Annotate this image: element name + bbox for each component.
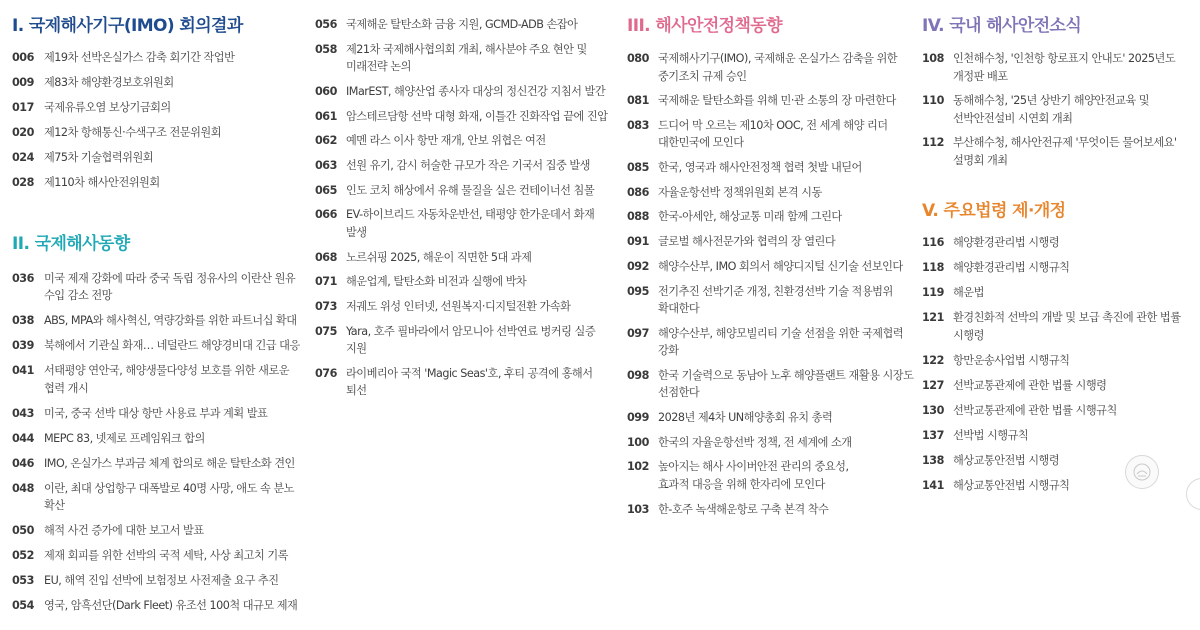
item-title-line: 개정판 배포 bbox=[953, 69, 1008, 83]
page-number: 039 bbox=[12, 339, 34, 352]
item-title-line: 국제해운 탈탄소화 금융 지원, GCMD-ADB 손잡아 bbox=[346, 18, 578, 31]
list-item[interactable] bbox=[922, 234, 1192, 252]
list-item[interactable] bbox=[627, 117, 917, 152]
item-title bbox=[44, 312, 304, 330]
page-number: 052 bbox=[12, 549, 34, 562]
page-number: 050 bbox=[12, 524, 34, 537]
item-title bbox=[953, 402, 1192, 420]
item-title bbox=[953, 50, 1192, 85]
page-number: 080 bbox=[627, 52, 649, 65]
item-title bbox=[346, 182, 612, 200]
list-item[interactable] bbox=[12, 270, 304, 305]
page-number: 038 bbox=[12, 314, 34, 327]
page-number: 095 bbox=[627, 284, 649, 298]
item-title-line: 해상교통안전법 시행규칙 bbox=[953, 478, 1070, 492]
page-number: 043 bbox=[12, 406, 34, 420]
item-title bbox=[658, 50, 917, 85]
list-item[interactable] bbox=[12, 124, 304, 142]
section-4-list bbox=[922, 50, 1192, 169]
item-title bbox=[346, 323, 612, 358]
list-item[interactable] bbox=[315, 206, 612, 241]
list-item[interactable] bbox=[12, 455, 304, 473]
list-item[interactable] bbox=[315, 83, 612, 101]
list-item[interactable] bbox=[12, 99, 304, 117]
list-item[interactable] bbox=[315, 182, 612, 200]
page-number: 097 bbox=[627, 326, 649, 340]
item-title bbox=[44, 522, 304, 540]
item-title-line: 효과적 대응을 위해 한자리에 모인다 bbox=[658, 477, 825, 491]
item-title-line: 미국 제재 강화에 따라 중국 독립 정유사의 이란산 원유 bbox=[44, 271, 296, 285]
item-title-line: 국제유류오염 보상기금회의 bbox=[44, 101, 171, 114]
list-item[interactable] bbox=[627, 409, 917, 427]
item-title bbox=[44, 430, 304, 448]
page-number: 081 bbox=[627, 94, 649, 108]
list-item[interactable] bbox=[315, 365, 612, 400]
item-title-line: 수입 감소 전망 bbox=[44, 289, 112, 302]
item-title-line: 제12차 항해통신·수색구조 전문위원회 bbox=[44, 126, 222, 139]
list-item[interactable] bbox=[12, 49, 304, 67]
item-title-line: 해양수산부, IMO 회의서 해양디지털 신기술 선보인다 bbox=[658, 259, 903, 273]
page-number: 068 bbox=[315, 250, 337, 264]
list-item[interactable] bbox=[627, 501, 917, 519]
item-title-line: 인천해수청, '인천항 항로표지 안내도' 2025년도 bbox=[953, 52, 1176, 65]
item-title-line: 인도 코치 해상에서 유해 물질을 실은 컨테이너선 침몰 bbox=[346, 183, 595, 197]
item-title-line: 퇴선 bbox=[346, 384, 367, 398]
item-title bbox=[658, 283, 917, 318]
section-3-list bbox=[627, 50, 917, 518]
item-title-line: Yara, 호주 필바라에서 암모니아 선박연료 벙커링 실증 bbox=[346, 324, 596, 338]
page-number: 046 bbox=[12, 456, 34, 470]
page-number: 119 bbox=[922, 286, 944, 300]
item-title-line: 국제해사기구(IMO), 국제해운 온실가스 감축을 위한 bbox=[658, 52, 898, 65]
page-number: 006 bbox=[12, 51, 34, 64]
item-title bbox=[658, 458, 917, 493]
page-number: 041 bbox=[12, 364, 34, 377]
page-number: 116 bbox=[922, 236, 944, 250]
emblem-icon bbox=[1125, 455, 1159, 489]
item-title-line: 노르쉬핑 2025, 해운이 직면한 5대 과제 bbox=[346, 250, 532, 264]
item-title bbox=[44, 362, 304, 397]
page-number: 138 bbox=[922, 453, 944, 467]
item-title-line: 해운업계, 탈탄소화 비전과 실행에 박차 bbox=[346, 275, 527, 289]
list-item[interactable] bbox=[922, 92, 1192, 127]
item-title bbox=[346, 132, 612, 150]
item-title-line: ABS, MPA와 해사혁신, 역량강화를 위한 파트너십 확대 bbox=[44, 314, 297, 327]
list-item[interactable] bbox=[12, 597, 304, 615]
list-item[interactable] bbox=[627, 184, 917, 202]
item-title-line: 선박안전설비 시연회 개최 bbox=[953, 111, 1073, 125]
page-number: 118 bbox=[922, 261, 944, 275]
item-title bbox=[44, 480, 304, 515]
item-title-line: 이란, 최대 상업항구 대폭발로 40명 사망, 애도 속 분노 bbox=[44, 481, 294, 495]
item-title bbox=[346, 206, 612, 241]
item-title bbox=[658, 325, 917, 360]
item-title bbox=[658, 434, 917, 452]
item-title-line: 환경친화적 선박의 개발 및 보급 촉진에 관한 법률 bbox=[953, 311, 1181, 325]
list-item[interactable] bbox=[315, 132, 612, 150]
item-title bbox=[953, 234, 1192, 252]
section-4-title: IV. 국내 해사안전소식 bbox=[922, 16, 1082, 36]
item-title bbox=[953, 352, 1192, 370]
list-item[interactable] bbox=[12, 572, 304, 590]
item-title-line: 동해해수청, '25년 상반기 해양안전교육 및 bbox=[953, 94, 1150, 108]
item-title bbox=[44, 270, 304, 305]
page-number: 102 bbox=[627, 460, 649, 474]
list-item[interactable] bbox=[922, 134, 1192, 169]
item-title bbox=[44, 572, 304, 590]
page-number: 091 bbox=[627, 235, 649, 249]
page-number: 028 bbox=[12, 176, 34, 189]
item-title bbox=[658, 367, 917, 402]
item-title-line: 한국, 영국과 해사안전정책 협력 첫발 내딛어 bbox=[658, 161, 862, 175]
item-title bbox=[44, 405, 304, 423]
list-item[interactable] bbox=[315, 249, 612, 267]
list-item[interactable] bbox=[315, 16, 612, 34]
item-title-line: 선박교통관제에 관한 법률 시행규칙 bbox=[953, 403, 1117, 417]
item-title-line: EV-하이브리드 자동차운반선, 태평양 한가운데서 화재 bbox=[346, 208, 595, 222]
item-title bbox=[658, 233, 917, 251]
page-number: 066 bbox=[315, 208, 337, 222]
item-title-line: 2028년 제4차 UN해양총회 유치 총력 bbox=[658, 411, 833, 425]
item-title bbox=[44, 149, 304, 167]
page-number: 036 bbox=[12, 271, 34, 285]
list-item[interactable] bbox=[315, 273, 612, 291]
item-title-line: 협력 개시 bbox=[44, 381, 89, 395]
item-title-line: 해양환경관리법 시행규칙 bbox=[953, 261, 1070, 275]
item-title bbox=[346, 298, 612, 316]
item-title-line: 해양환경관리법 시행령 bbox=[953, 236, 1060, 250]
column-2 bbox=[315, 0, 612, 407]
item-title bbox=[44, 49, 304, 67]
list-item[interactable] bbox=[627, 208, 917, 226]
page-number: 110 bbox=[922, 94, 944, 108]
item-title-line: 해운법 bbox=[953, 286, 984, 300]
list-item[interactable] bbox=[922, 377, 1192, 395]
page-number: 086 bbox=[627, 185, 649, 199]
item-title-line: 제19차 선박온실가스 감축 회기간 작업반 bbox=[44, 51, 235, 64]
item-title bbox=[44, 74, 304, 92]
item-title bbox=[44, 174, 304, 192]
section-2-title: II. 국제해사동향 bbox=[12, 233, 130, 254]
item-title-line: 시행령 bbox=[953, 328, 984, 342]
item-title-line: 한-호주 녹색해운항로 구축 본격 착수 bbox=[658, 502, 829, 516]
item-title-line: 해상교통안전법 시행령 bbox=[953, 453, 1060, 467]
item-title bbox=[953, 134, 1192, 169]
item-title bbox=[658, 92, 917, 110]
item-title-line: 글로벌 해사전문가와 협력의 장 열린다 bbox=[658, 235, 836, 249]
item-title-line: 제재 회피를 위한 선박의 국적 세탁, 사상 최고치 기록 bbox=[44, 549, 288, 562]
page-number: 009 bbox=[12, 76, 34, 89]
item-title-line: 라이베리아 국적 'Magic Seas'호, 후티 공격에 홍해서 bbox=[346, 366, 593, 380]
item-title-line: 확대한다 bbox=[658, 302, 700, 315]
item-title-line: 서태평양 연안국, 해양생물다양성 보호를 위한 새로운 bbox=[44, 364, 290, 377]
page-number: 024 bbox=[12, 151, 34, 164]
item-title bbox=[346, 273, 612, 291]
item-title-line: 중기조치 규제 승인 bbox=[658, 69, 747, 83]
item-title-line: 제75차 기술협력위원회 bbox=[44, 151, 154, 164]
page-number: 054 bbox=[12, 599, 34, 612]
page-number: 083 bbox=[627, 118, 649, 132]
item-title-line: IMarEST, 해양산업 종사자 대상의 정신건강 지침서 발간 bbox=[346, 84, 606, 98]
item-title-line: 설명회 개최 bbox=[953, 153, 1008, 167]
section-2-list-part-1 bbox=[12, 270, 304, 615]
list-item[interactable] bbox=[922, 402, 1192, 420]
list-item[interactable] bbox=[315, 298, 612, 316]
item-title bbox=[346, 157, 612, 175]
item-title bbox=[953, 92, 1192, 127]
list-item[interactable] bbox=[922, 50, 1192, 85]
item-title-line: 항만운송사업법 시행규칙 bbox=[953, 353, 1070, 367]
page-number: 065 bbox=[315, 183, 337, 197]
list-item[interactable] bbox=[12, 74, 304, 92]
list-item[interactable] bbox=[922, 352, 1192, 370]
item-title-line: 강화 bbox=[658, 344, 679, 358]
item-title-line: 암스테르담항 선박 대형 화재, 이틀간 진화작업 끝에 진압 bbox=[346, 109, 608, 123]
item-title bbox=[953, 259, 1192, 277]
list-item[interactable] bbox=[12, 312, 304, 330]
item-title bbox=[953, 377, 1192, 395]
item-title bbox=[346, 16, 612, 34]
item-title-line: 해적 사건 증가에 대한 보고서 발표 bbox=[44, 524, 204, 537]
list-item[interactable] bbox=[627, 50, 917, 85]
item-title-line: IMO, 온실가스 부과금 체계 합의로 해운 탈탄소화 견인 bbox=[44, 456, 295, 470]
column-1 bbox=[12, 0, 304, 622]
list-item[interactable] bbox=[12, 174, 304, 192]
item-title-line: 선점한다 bbox=[658, 386, 700, 400]
page-number: 020 bbox=[12, 126, 34, 139]
item-title bbox=[658, 258, 917, 276]
page-number: 099 bbox=[627, 411, 649, 425]
page-number: 061 bbox=[315, 109, 337, 123]
item-title bbox=[658, 409, 917, 427]
item-title-line: 한국-아세안, 해상교통 미래 함께 그린다 bbox=[658, 210, 842, 224]
page-number: 053 bbox=[12, 574, 34, 587]
page-number: 063 bbox=[315, 158, 337, 172]
page-number: 062 bbox=[315, 134, 337, 148]
item-title-line: 선원 유기, 감시 허술한 규모가 작은 기국서 집중 발생 bbox=[346, 158, 590, 172]
list-item[interactable] bbox=[12, 149, 304, 167]
page-number: 071 bbox=[315, 275, 337, 289]
list-item[interactable] bbox=[922, 284, 1192, 302]
item-title bbox=[44, 99, 304, 117]
page-number: 085 bbox=[627, 161, 649, 175]
item-title bbox=[346, 83, 612, 101]
item-title-line: 전기추진 선박기준 개정, 친환경선박 기술 적용범위 bbox=[658, 284, 893, 298]
page-number: 076 bbox=[315, 366, 337, 380]
list-item[interactable] bbox=[922, 309, 1192, 344]
item-title bbox=[346, 249, 612, 267]
page-number: 108 bbox=[922, 52, 944, 65]
page-number: 073 bbox=[315, 299, 337, 313]
item-title-line: 영국, 암흑선단(Dark Fleet) 유조선 100척 대규모 제재 bbox=[44, 599, 298, 612]
page-number: 098 bbox=[627, 368, 649, 382]
section-5-title: V. 주요법령 제·개정 bbox=[922, 201, 1066, 222]
section-3-title: III. 해사안전정책동향 bbox=[627, 16, 782, 36]
section-1-list bbox=[12, 49, 304, 192]
item-title-line: 선박법 시행규칙 bbox=[953, 428, 1029, 442]
page-number: 141 bbox=[922, 478, 944, 492]
item-title-line: 미래전략 논의 bbox=[346, 60, 411, 74]
item-title-line: 높아지는 해사 사이버안전 관리의 중요성, bbox=[658, 460, 849, 474]
item-title bbox=[658, 117, 917, 152]
item-title bbox=[953, 309, 1192, 344]
item-title-line: 미국, 중국 선박 대상 항만 사용료 부과 계획 발표 bbox=[44, 406, 268, 420]
section-5-list bbox=[922, 234, 1192, 494]
item-title-line: 한국의 자율운항선박 정책, 전 세계에 소개 bbox=[658, 435, 852, 449]
list-item[interactable] bbox=[315, 323, 612, 358]
item-title-line: EU, 해역 진입 선박에 보험정보 사전제출 요구 추진 bbox=[44, 574, 279, 587]
page-number: 121 bbox=[922, 311, 944, 325]
page-number: 088 bbox=[627, 210, 649, 224]
list-item[interactable] bbox=[627, 458, 917, 493]
page-number: 060 bbox=[315, 84, 337, 98]
page-number: 017 bbox=[12, 101, 34, 114]
list-item[interactable] bbox=[627, 159, 917, 177]
section-2-list-part-2 bbox=[315, 16, 612, 400]
item-title bbox=[44, 124, 304, 142]
page-number: 137 bbox=[922, 428, 944, 442]
page-number: 044 bbox=[12, 431, 34, 445]
item-title-line: 대한민국에 모인다 bbox=[658, 136, 744, 150]
item-title bbox=[346, 108, 612, 126]
item-title bbox=[953, 427, 1192, 445]
list-item[interactable] bbox=[922, 427, 1192, 445]
item-title bbox=[346, 365, 612, 400]
item-title-line: 부산해수청, 해사안전규제 '무엇이든 물어보세요' bbox=[953, 136, 1177, 150]
item-title-line: 국제해운 탈탄소화를 위해 민·관 소통의 장 마련한다 bbox=[658, 94, 896, 108]
list-item[interactable] bbox=[922, 259, 1192, 277]
list-item[interactable] bbox=[12, 362, 304, 397]
page-number: 056 bbox=[315, 18, 337, 31]
item-title-line: 제83차 해양환경보호위원회 bbox=[44, 76, 174, 89]
list-item[interactable] bbox=[627, 325, 917, 360]
item-title-line: 드디어 막 오르는 제10차 OOC, 전 세계 해양 리더 bbox=[658, 118, 888, 132]
list-item[interactable] bbox=[627, 92, 917, 110]
page-number: 103 bbox=[627, 502, 649, 516]
list-item[interactable] bbox=[315, 41, 612, 76]
list-item[interactable] bbox=[627, 367, 917, 402]
page-number: 092 bbox=[627, 259, 649, 273]
list-item[interactable] bbox=[12, 480, 304, 515]
item-title-line: 발생 bbox=[346, 225, 367, 239]
item-title-line: 북해에서 기관실 화재… 네덜란드 해양경비대 긴급 대응 bbox=[44, 339, 300, 352]
list-item[interactable] bbox=[627, 233, 917, 251]
item-title bbox=[658, 501, 917, 519]
item-title-line: 선박교통관제에 관한 법률 시행령 bbox=[953, 378, 1107, 392]
list-item[interactable] bbox=[315, 108, 612, 126]
item-title-line: 해양수산부, 해양모빌리티 기술 선점을 위한 국제협력 bbox=[658, 326, 904, 340]
list-item[interactable] bbox=[12, 547, 304, 565]
page-number: 130 bbox=[922, 403, 944, 417]
list-item[interactable] bbox=[627, 258, 917, 276]
item-title bbox=[953, 284, 1192, 302]
item-title bbox=[44, 455, 304, 473]
page-number: 127 bbox=[922, 378, 944, 392]
item-title-line: 한국 기술력으로 동남아 노후 해양플랜트 재활용 시장도 bbox=[658, 368, 914, 382]
page-number: 122 bbox=[922, 353, 944, 367]
item-title bbox=[658, 184, 917, 202]
item-title-line: 지원 bbox=[346, 342, 367, 356]
list-item[interactable] bbox=[627, 283, 917, 318]
item-title bbox=[44, 337, 304, 355]
page-number: 058 bbox=[315, 42, 337, 56]
page-number: 048 bbox=[12, 481, 34, 495]
list-item[interactable] bbox=[12, 430, 304, 448]
list-item[interactable] bbox=[627, 434, 917, 452]
page-number: 100 bbox=[627, 435, 649, 449]
list-item[interactable] bbox=[12, 405, 304, 423]
item-title bbox=[44, 597, 304, 615]
page-number: 112 bbox=[922, 136, 944, 150]
item-title-line: MEPC 83, 넷제로 프레임워크 합의 bbox=[44, 431, 205, 445]
list-item[interactable] bbox=[12, 337, 304, 355]
column-3 bbox=[627, 0, 917, 525]
item-title-line: 예멘 라스 이사 항만 재개, 안보 위협은 여전 bbox=[346, 134, 546, 148]
item-title bbox=[658, 159, 917, 177]
page-number: 075 bbox=[315, 324, 337, 338]
item-title-line: 저궤도 위성 인터넷, 선원복지·디지털전환 가속화 bbox=[346, 299, 571, 313]
item-title bbox=[346, 41, 612, 76]
list-item[interactable] bbox=[315, 157, 612, 175]
item-title-line: 확산 bbox=[44, 499, 65, 512]
list-item[interactable] bbox=[12, 522, 304, 540]
item-title bbox=[44, 547, 304, 565]
column-4 bbox=[922, 0, 1192, 502]
item-title-line: 제110차 해사안전위원회 bbox=[44, 176, 160, 189]
item-title-line: 자율운항선박 정책위원회 본격 시동 bbox=[658, 185, 822, 199]
item-title-line: 제21차 국제해사협의회 개최, 해사분야 주요 현안 및 bbox=[346, 42, 587, 56]
section-1-title: I. 국제해사기구(IMO) 회의결과 bbox=[12, 16, 243, 36]
item-title bbox=[658, 208, 917, 226]
